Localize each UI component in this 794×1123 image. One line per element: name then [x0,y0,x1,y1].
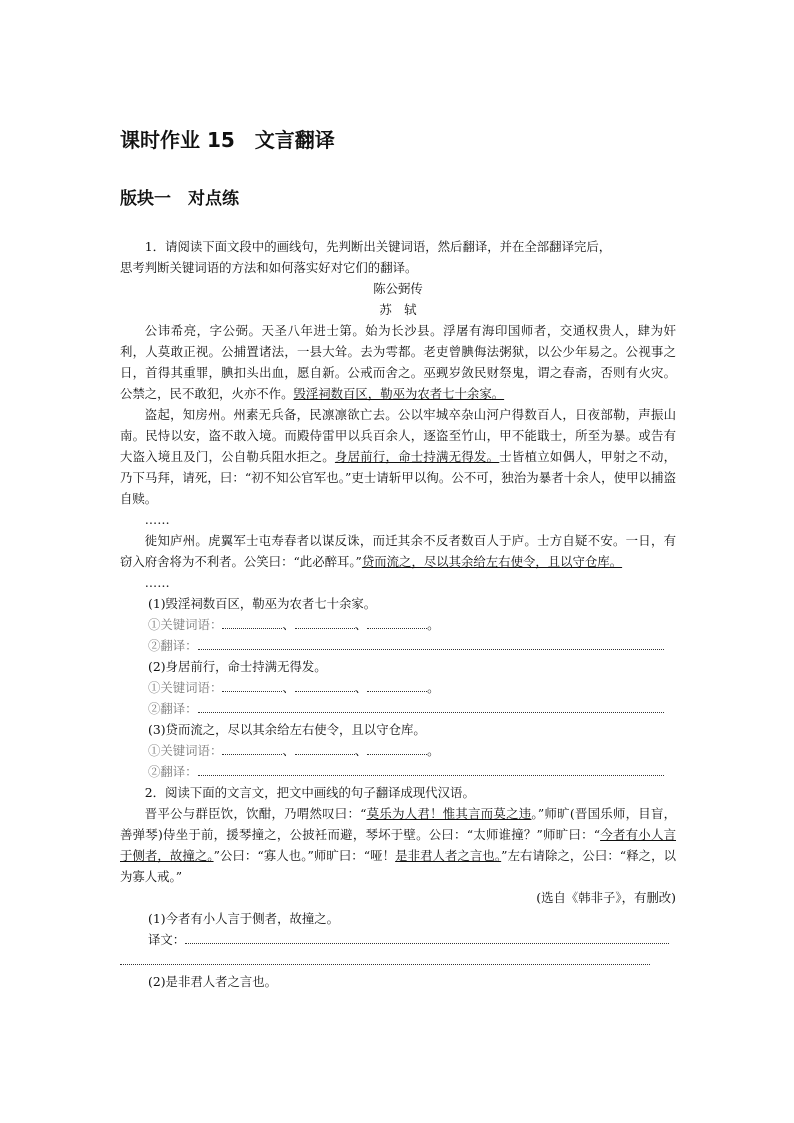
keywords-row-2: ①关键词语： 、 、 。 [148,680,440,695]
q2-sentence-2: (2)是非君人者之言也。 [148,974,278,989]
article-author: 苏 轼 [379,302,417,317]
keywords-row-3: ①关键词语： 、 、 。 [148,743,440,758]
q1-intro-cont: 思考判断关键词语的方法和如何落实好对它们的翻译。 [120,260,418,275]
keyword-blank[interactable] [222,679,282,692]
translation-blank-continued[interactable] [120,950,650,965]
q2-sentence-1: (1)今者有小人言于侧者，故撞之。 [148,911,340,926]
keyword-blank[interactable] [295,616,355,629]
document-body [120,236,676,992]
q1-intro: 1．请阅读下面文段中的画线句，先判断出关键词语，然后翻译，并在全部翻译完后， [144,239,612,254]
page-title: 课时作业 15 文言翻译 [120,128,335,152]
translation-blank[interactable] [198,763,664,776]
translation-row-1: ②翻译： [120,635,676,656]
q2-intro: 2．阅读下面的文言文，把文中画线的句子翻译成现代汉语。 [144,785,475,800]
article-paragraph-2: 盗起，知房州。州素无兵备，民凛凛欲亡去。公以牢城卒杂山河户得数百人，日夜部勒，声振山南。民恃以安，盗不敢入境。而殿侍雷甲以兵百余人，逐盗至竹山，甲不能戢士，所至为暴。或告有大盗入境且及门，公自勒兵阻水拒之。身居前行，命士持满无得发。士皆植立如偶人，甲射之不动，乃下马拜，请死，曰：“初不知公官军也。”吏士请斩甲以徇。公不可，独治为暴者十余人，使甲以捕盗自赎。 [120,407,677,506]
q2-source: (选自《韩非子》，有删改) [536,890,676,905]
sentence-3: (3)贷而流之，尽以其余给左右使令，且以守仓库。 [148,722,426,737]
keyword-blank[interactable] [222,616,282,629]
q2-passage: 晋平公与群臣饮，饮酣，乃喟然叹曰：“莫乐为人君！惟其言而莫之违。”师旷(晋国乐师，目盲，善弹琴)侍坐于前，援琴撞之，公披衽而避，琴坏于壁。公曰：“太师谁撞？”师旷曰：“今者有小人言于侧者，故撞之。”公曰：“寡人也。”师旷曰：“哑！是非君人者之言也。”左右请除之，公曰：“释之，以为寡人戒。” [120,806,677,884]
section-heading: 版块一 对点练 [120,189,239,209]
article-title: 陈公弼传 [373,281,423,296]
keyword-blank[interactable] [367,742,427,755]
keyword-blank[interactable] [295,742,355,755]
keyword-blank[interactable] [367,616,427,629]
ellipsis: …… [144,512,170,527]
translation-blank[interactable] [185,931,669,944]
keywords-row-1: ①关键词语： 、 、 。 [148,617,440,632]
sentence-1: (1)毁淫祠数百区，勒巫为农者七十余家。 [148,596,377,611]
article-paragraph-3: 徙知庐州。虎翼军士屯寿春者以谋反诛，而迁其余不反者数百人于庐。士方自疑不安。一日，有窃入府舍将为不利者。公笑曰：“此必醉耳。”贷而流之，尽以其余给左右使令，且以守仓库。 [120,533,676,569]
keyword-blank[interactable] [367,679,427,692]
translation-row-3: ②翻译： [120,761,676,782]
article-paragraph-1: 公讳希亮，字公弼。天圣八年进士第。始为长沙县。浮屠有海印国师者，交通权贵人，肆为奸利，人莫敢正视。公捕置诸法，一县大耸。去为雩都。老吏曾腆侮法粥狱，以公少年易之。公视事之日，首得其重罪，腆扣头出血，愿自新。公戒而舍之。巫觋岁敛民财祭鬼，谓之春斋，否则有火灾。公禁之，民不敢犯，火亦不作。毁淫祠数百区，勒巫为农者七十余家。 [120,323,676,401]
keyword-blank[interactable] [222,742,282,755]
keyword-blank[interactable] [295,679,355,692]
ellipsis: …… [144,575,170,590]
translation-blank[interactable] [198,700,664,713]
q2-translation-row-1: 译文： [120,929,676,950]
sentence-2: (2)身居前行，命士持满无得发。 [148,659,327,674]
translation-row-2: ②翻译： [120,698,676,719]
translation-blank[interactable] [198,637,664,650]
